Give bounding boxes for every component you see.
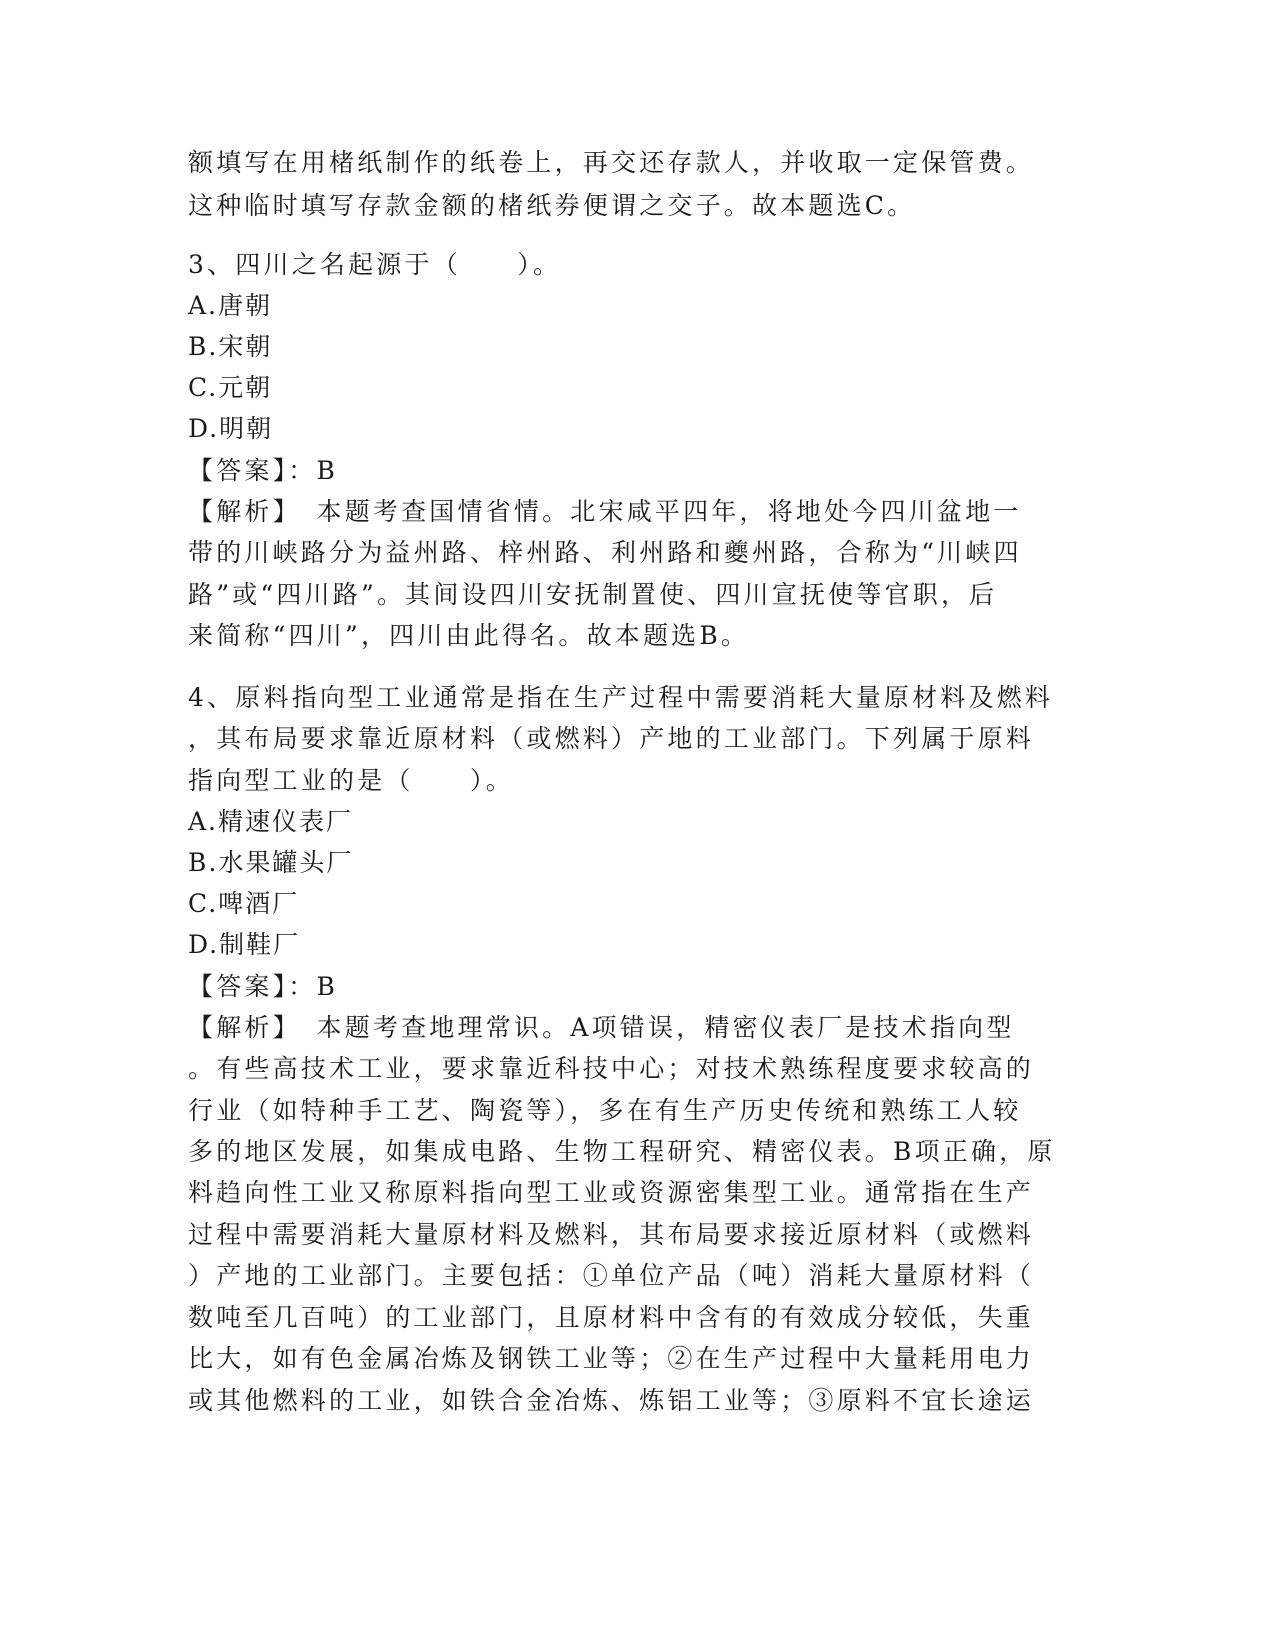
question-4-analysis-line: ）产地的工业部门。主要包括：①单位产品（吨）消耗大量原材料（: [188, 1261, 1035, 1290]
question-4-analysis-line: 数吨至几百吨）的工业部门，且原材料中含有的有效成分较低，失重: [188, 1303, 1035, 1332]
question-3-option-d: D.明朝: [188, 414, 274, 443]
question-3-analysis-line: 【解析】 本题考查国情省情。北宋咸平四年，将地处今四川盆地一: [188, 497, 1022, 526]
question-3-analysis-line: 带的川峡路分为益州路、梓州路、利州路和夔州路，合称为“川峡四: [188, 538, 1022, 567]
question-4-option-a: A.精速仪表厂: [188, 807, 354, 836]
question-4-option-d: D.制鞋厂: [188, 930, 301, 959]
intro-line: 这种临时填写存款金额的楮纸券便谓之交子。故本题选C。: [188, 191, 916, 220]
question-3-answer: 【答案】：B: [188, 456, 339, 485]
question-4-stem-line: 指向型工业的是（ ）。: [188, 766, 514, 795]
question-3-stem: 3、四川之名起源于（ ）。: [188, 250, 562, 279]
question-4-analysis-line: 料趋向性工业又称原料指向型工业或资源密集型工业。通常指在生产: [188, 1178, 1035, 1207]
question-3-analysis-line: 来简称“四川”，四川由此得名。故本题选B。: [188, 621, 750, 650]
question-4-analysis-line: 【解析】 本题考查地理常识。A项错误，精密仪表厂是技术指向型: [188, 1013, 1015, 1042]
question-4-analysis-line: 行业（如特种手工艺、陶瓷等），多在有生产历史传统和熟练工人较: [188, 1096, 1022, 1125]
question-4-analysis-line: 多的地区发展，如集成电路、生物工程研究、精密仪表。B项正确，原: [188, 1137, 1056, 1166]
question-4-analysis-line: 比大，如有色金属冶炼及钢铁工业等；②在生产过程中大量耗用电力: [188, 1344, 1035, 1373]
question-4-option-b: B.水果罐头厂: [188, 848, 354, 877]
question-4-analysis-line: 过程中需要消耗大量原材料及燃料，其布局要求接近原材料（或燃料: [188, 1220, 1035, 1249]
question-3-option-c: C.元朝: [188, 373, 273, 402]
question-4-option-c: C.啤酒厂: [188, 889, 300, 918]
question-4-stem-line: 4、原料指向型工业通常是指在生产过程中需要消耗大量原材料及燃料: [188, 683, 1054, 712]
question-4-stem-line: ，其布局要求靠近原材料（或燃料）产地的工业部门。下列属于原料: [188, 724, 1035, 753]
question-3-option-a: A.唐朝: [188, 291, 273, 320]
question-4-analysis-line: 或其他燃料的工业，如铁合金冶炼、炼铝工业等；③原料不宜长途运: [188, 1386, 1035, 1415]
question-4-answer: 【答案】：B: [188, 972, 339, 1001]
question-4-analysis-line: 。有些高技术工业，要求靠近科技中心；对技术熟练程度要求较高的: [188, 1054, 1035, 1083]
question-3-option-b: B.宋朝: [188, 332, 273, 361]
question-3-analysis-line: 路”或“四川路”。其间设四川安抚制置使、四川宣抚使等官职，后: [188, 580, 998, 609]
intro-line: 额填写在用楮纸制作的纸卷上，再交还存款人，并收取一定保管费。: [188, 148, 1035, 177]
